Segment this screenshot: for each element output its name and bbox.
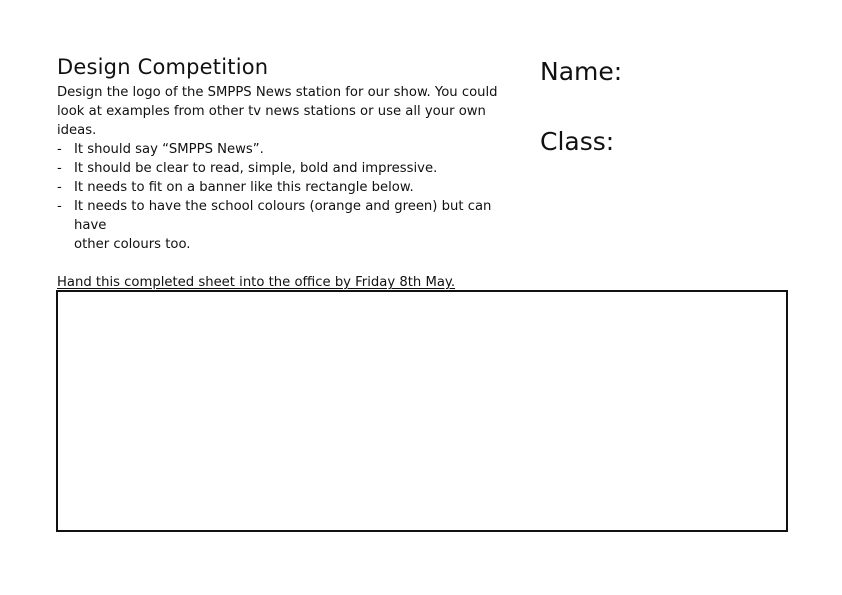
page-title: Design Competition [57, 55, 269, 79]
deadline-notice: Hand this completed sheet into the office by Friday 8th May. [57, 275, 456, 290]
intro-line-2: look at examples from other tv news stations or use all your own ideas. [57, 104, 486, 138]
dash-bullet: - [57, 142, 62, 157]
requirement-item [57, 140, 527, 159]
name-field-label: Name: [540, 57, 623, 86]
dash-bullet: - [57, 180, 62, 195]
instructions-section [57, 53, 527, 292]
class-field-label: Class: [540, 127, 615, 156]
requirement-item [57, 197, 527, 254]
intro-paragraph [57, 83, 527, 140]
requirement-item [57, 178, 527, 197]
dash-bullet: - [57, 199, 62, 214]
requirement-text: It needs to have the school colours (orange and green) but can have [74, 199, 492, 233]
logo-banner-rectangle[interactable] [56, 290, 788, 532]
requirement-text: It should say “SMPPS News”. [74, 142, 264, 157]
requirement-text-continued: other colours too. [74, 237, 191, 252]
dash-bullet: - [57, 161, 62, 176]
intro-line-1: Design the logo of the SMPPS News station for our show. You could [57, 85, 498, 100]
requirements-list [57, 140, 527, 254]
requirement-item [57, 159, 527, 178]
requirement-text: It should be clear to read, simple, bold and impressive. [74, 161, 438, 176]
requirement-text: It needs to fit on a banner like this rectangle below. [74, 180, 414, 195]
